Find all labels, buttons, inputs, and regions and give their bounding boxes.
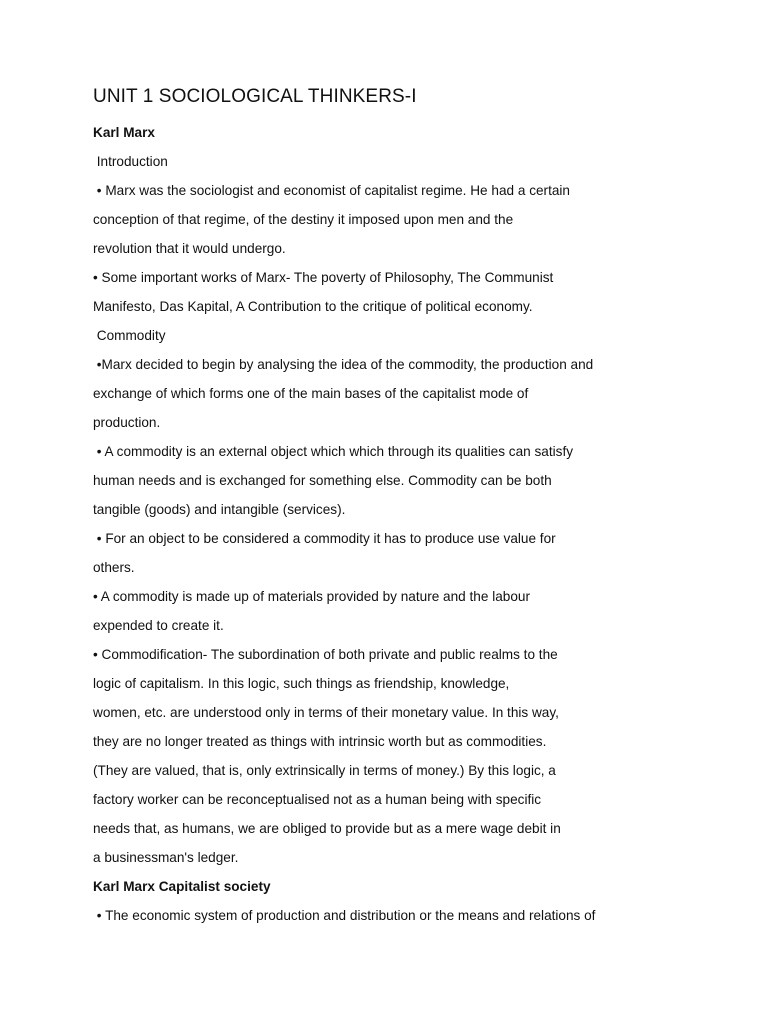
text-line: •Marx decided to begin by analysing the idea of the commodity, the production and (93, 357, 594, 372)
text-line: (They are valued, that is, only extrinsically in terms of money.) By this logic, a (93, 763, 556, 778)
text-line: they are no longer treated as things with intrinsic worth but as commodities. (93, 734, 547, 749)
text-line: expended to create it. (93, 618, 224, 633)
text-line: Commodity (93, 328, 166, 343)
text-line: • A commodity is made up of materials provided by nature and the labour (93, 589, 530, 604)
text-line: Introduction (93, 154, 168, 169)
text-line: production. (93, 415, 161, 430)
section-heading: Karl Marx Capitalist society (93, 879, 271, 894)
text-line: Manifesto, Das Kapital, A Contribution to the critique of political economy. (93, 299, 533, 314)
text-line: • A commodity is an external object which which through its qualities can satisfy (93, 444, 574, 459)
text-line: conception of that regime, of the destiny it imposed upon men and the (93, 212, 514, 227)
text-line: women, etc. are understood only in terms of their monetary value. In this way, (93, 705, 559, 720)
text-line: needs that, as humans, we are obliged to provide but as a mere wage debit in (93, 821, 561, 836)
text-line: human needs and is exchanged for something else. Commodity can be both (93, 473, 552, 488)
text-line: • Some important works of Marx- The poverty of Philosophy, The Communist (93, 270, 554, 285)
text-line: exchange of which forms one of the main bases of the capitalist mode of (93, 386, 529, 401)
text-line: • Commodification- The subordination of both private and public realms to the (93, 647, 558, 662)
text-line: • The economic system of production and distribution or the means and relations of (93, 908, 596, 923)
text-line: logic of capitalism. In this logic, such things as friendship, knowledge, (93, 676, 510, 691)
text-line: • For an object to be considered a commodity it has to produce use value for (93, 531, 556, 546)
text-line: tangible (goods) and intangible (services). (93, 502, 346, 517)
text-line: revolution that it would undergo. (93, 241, 286, 256)
text-line: others. (93, 560, 135, 575)
text-line: • Marx was the sociologist and economist of capitalist regime. He had a certain (93, 183, 570, 198)
section-heading: Karl Marx (93, 125, 155, 140)
text-line: a businessman's ledger. (93, 850, 239, 865)
document-body (93, 118, 693, 930)
document-title: UNIT 1 SOCIOLOGICAL THINKERS-I (93, 86, 417, 107)
text-line: factory worker can be reconceptualised not as a human being with specific (93, 792, 542, 807)
